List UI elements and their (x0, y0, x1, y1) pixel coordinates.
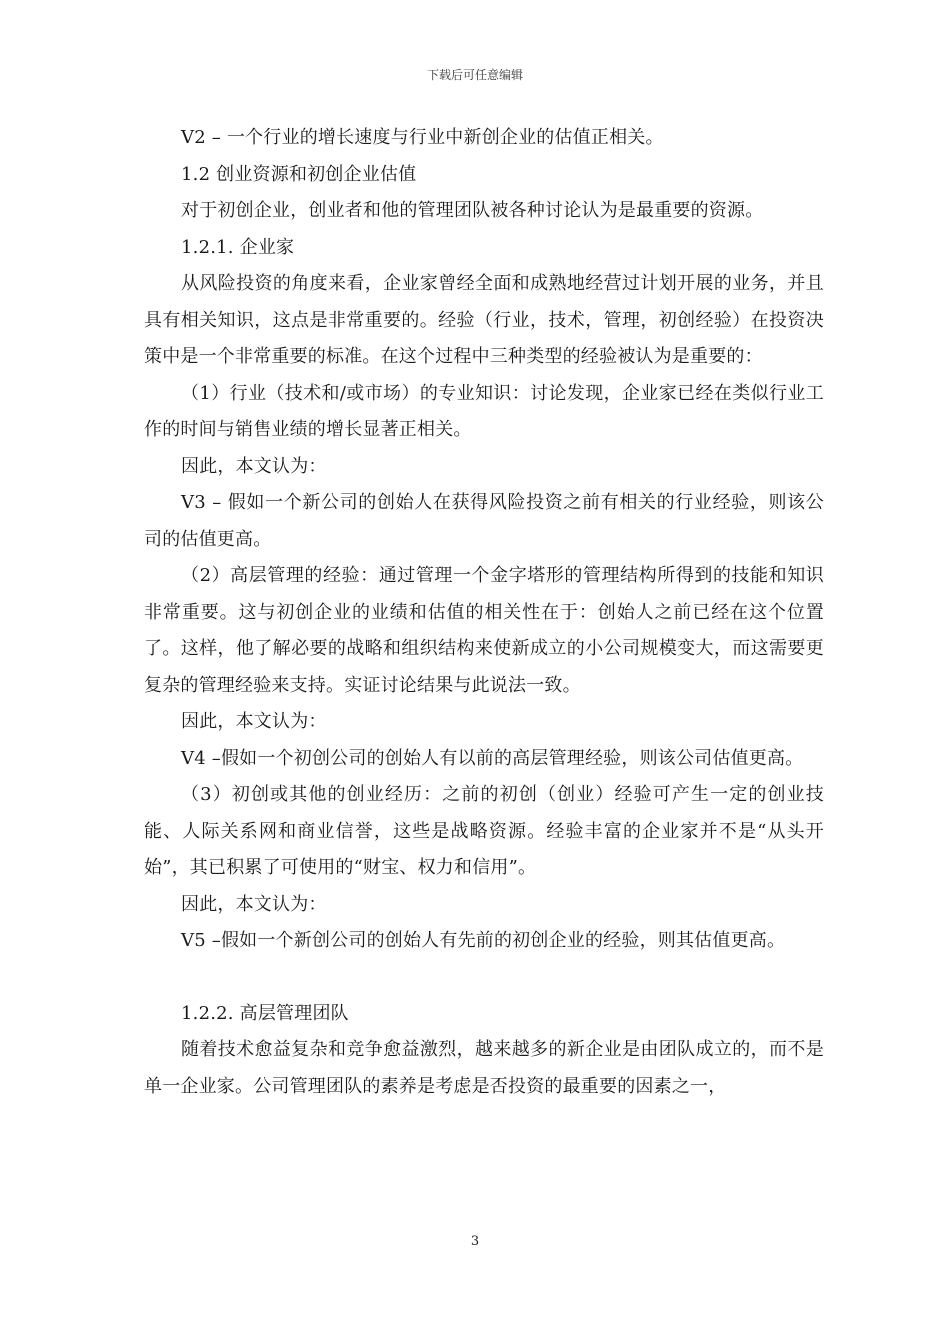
paragraph: 对于初创企业，创业者和他的管理团队被各种讨论认为是最重要的资源。 (181, 200, 764, 221)
document-body (144, 120, 824, 1105)
paragraph: （1）行业（技术和/或市场）的专业知识：讨论发现，企业家已经在类似行业工作的时间与销售业绩的增长显著正相关。 (144, 382, 824, 440)
blank-line (144, 960, 824, 996)
paragraph: （2）高层管理的经验：通过管理一个金字塔形的管理结构所得到的技能和知识非常重要。这与初创企业的业绩和估值的相关性在于：创始人之前已经在这个位置了。这样，他了解必要的战略和组织结构来使新成立的小公司规模变大，而这需要更复杂的管理经验来支持。实证讨论结果与此说法一致。 (144, 565, 824, 696)
paragraph: 因此，本文认为： (181, 455, 327, 477)
section-heading-1-2-1: 1.2.1. 企业家 (181, 236, 295, 258)
section-heading-1-2-2: 1.2.2. 高层管理团队 (181, 1002, 349, 1024)
paragraph: 因此，本文认为： (181, 711, 327, 732)
paragraph: （3）初创或其他的创业经历：之前的初创（创业）经验可产生一定的创业技能、人际关系网和商业信誉，这些是战略资源。经验丰富的企业家并不是“从头开始”，其已积累了可使用的“财宝、权力和信用”。 (144, 784, 824, 878)
page-header: 下载后可任意编辑 (426, 68, 523, 82)
hypothesis-v4: V4 –假如一个初创公司的创始人有以前的高层管理经验，则该公司估值更高。 (181, 747, 804, 769)
page-number: 3 (470, 1234, 480, 1249)
section-heading-1-2: 1.2 创业资源和初创企业估值 (181, 163, 417, 185)
hypothesis-v3: V3 – 假如一个新公司的创始人在获得风险投资之前有相关的行业经验，则该公司的估值更高。 (144, 492, 824, 550)
paragraph: 随着技术愈益复杂和竞争愈益激烈，越来越多的新企业是由团队成立的，而不是单一企业家。公司管理团队的素养是考虑是否投资的最重要的因素之一， (144, 1039, 824, 1097)
paragraph: 因此，本文认为： (181, 893, 327, 915)
paragraph: 从风险投资的角度来看，企业家曾经全面和成熟地经营过计划开展的业务，并且具有相关知识，这点是非常重要的。经验（行业，技术，管理，初创经验）在投资决策中是一个非常重要的标准。在这个过程中三种类型的经验被认为是重要的： (144, 273, 824, 367)
hypothesis-v5: V5 –假如一个新创公司的创始人有先前的初创企业的经验，则其估值更高。 (181, 930, 786, 951)
hypothesis-v2: V2 – 一个行业的增长速度与行业中新创企业的估值正相关。 (181, 127, 664, 148)
